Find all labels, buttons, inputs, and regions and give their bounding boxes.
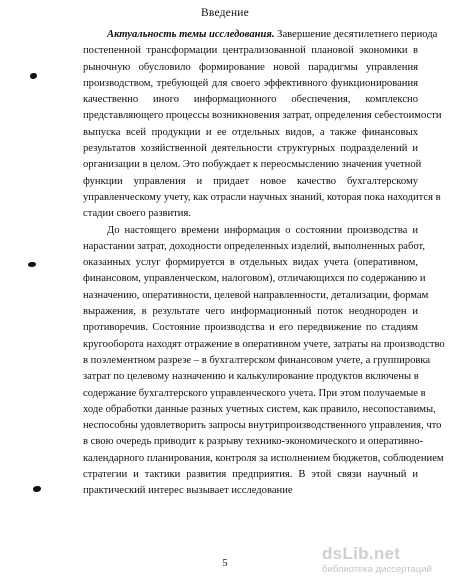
ink-blot-mark (33, 486, 41, 492)
text-line: результатов хозяйственной деятельности структурных подразделений и (83, 143, 418, 155)
watermark-subtitle: библиотека диссертаций (322, 564, 432, 575)
text-line: практический интерес вызывает исследование (83, 485, 293, 497)
text-line: производством, требующей для своего эффективного функционирования (83, 77, 418, 89)
text-line: ходе обработки данные разных учетных систем, как правило, несопоставимы, (83, 403, 436, 415)
text-line: функции управления и придает новое качество бухгалтерскому (83, 175, 418, 187)
text-line: противоречив. Состояние производства и его передвижение по стадиям (83, 322, 418, 334)
text-line: выражения, в результате чего информационный поток неоднороден и (83, 306, 418, 318)
text-line: календарного планирования, контроля за исполнением бюджетов, соблюдением (83, 452, 444, 464)
page-number: 5 (222, 558, 228, 569)
text-line-content: Завершение десятилетнего периода (274, 29, 438, 40)
text-line (83, 27, 438, 43)
text-line: в свою очередь приводит к разрыву технико-экономического и оперативно- (83, 436, 424, 448)
ink-blot-mark (28, 262, 36, 267)
text-line: назначению, оперативности, целевой направленности, детализации, формам (83, 289, 429, 301)
page-title: Введение (201, 7, 249, 19)
heading-bold: Актуальность темы исследования. (107, 29, 275, 40)
text-line: неспособны удовлетворить запросы внутрипроизводственного управления, что (83, 420, 442, 432)
text-line: содержание бухгалтерского управленческого учета. При этом получаемые в (83, 387, 426, 399)
text-line: нарастании затрат, доходности определенных изделий, выполненных работ, (83, 240, 426, 252)
text-line: управленческому учету, как отрасли научных знаний, которая пока находится в (83, 191, 441, 203)
text-line: стратегии и тактики развития предприятия. В этой связи научный и (83, 469, 418, 481)
text-line: в поэлементном разрезе – в бухгалтерском финансовом учете, а группировка (83, 354, 431, 366)
text-line: качественно иного информационного обеспечения, комплексно (83, 94, 418, 106)
watermark-logo-text: dsLib.net (322, 544, 401, 563)
text-line: рыночную обусловило формирование новой парадигмы управления (83, 61, 418, 73)
text-line: стадии своего развития. (83, 208, 192, 220)
body-text (83, 27, 445, 500)
text-line: кругооборота находят отражение в оперативном учете, затраты на производство (83, 338, 445, 350)
text-line: оказанных услуг формируется в отдельных видах учета (оперативном, (83, 257, 418, 269)
text-line: постепенной трансформации централизованной плановой экономики в (83, 45, 418, 57)
text-line: организации в целом. Это побуждает к переосмыслению значения учетной (83, 159, 422, 171)
text-line: выпуска всей продукции и ее отдельных видов, а также финансовых (83, 126, 418, 138)
text-line: затрат по целевому назначению и калькулирование продуктов включены в (83, 371, 419, 383)
watermark-logo[interactable] (322, 544, 442, 576)
ink-blot-mark (30, 73, 37, 79)
text-line: представляющего процессы возникновения затрат, определения себестоимости (83, 110, 442, 122)
text-line: финансовом, управленческом, налоговом), отличающихся по содержанию и (83, 273, 426, 285)
text-line: До настоящего времени информация о состоянии производства и (107, 224, 418, 236)
